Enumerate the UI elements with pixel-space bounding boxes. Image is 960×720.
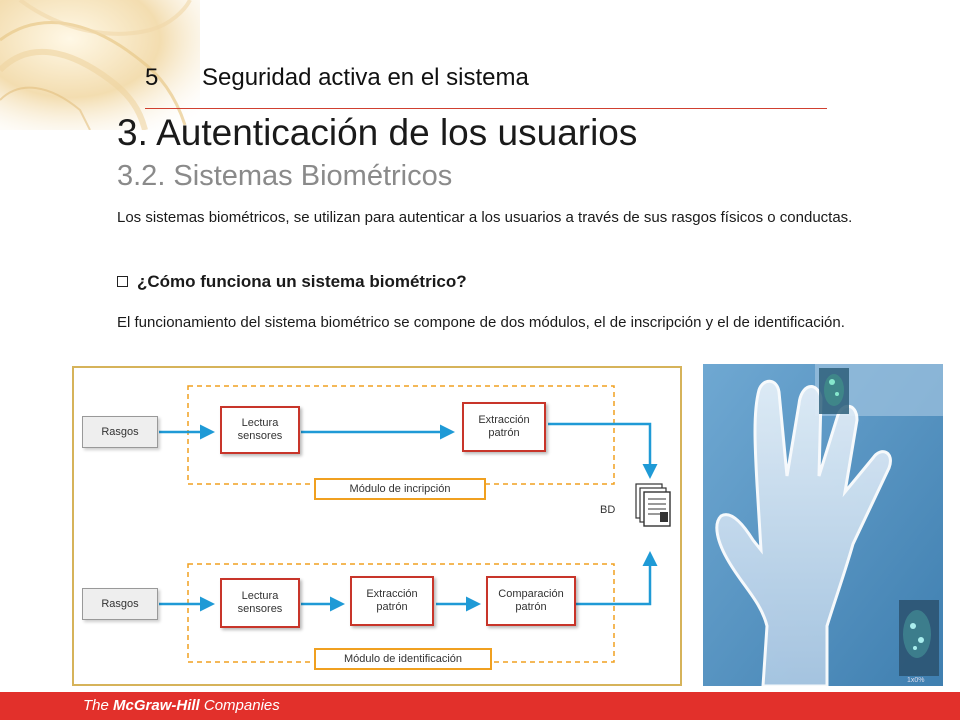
identification-step-extraccion: Extracción patrón xyxy=(350,576,434,626)
header-divider xyxy=(145,108,827,109)
logo-suffix: Companies xyxy=(199,697,280,714)
enrollment-step-lectura: Lectura sensores xyxy=(220,406,300,454)
decorative-swirl-graphic xyxy=(0,0,200,130)
logo-brand: McGraw-Hill xyxy=(113,697,200,714)
intro-paragraph: Los sistemas biométricos, se utilizan para autenticar a los usuarios a través de sus rasgos físicos o conductas. xyxy=(117,209,853,226)
question-heading xyxy=(117,270,467,293)
enrollment-module-label: Módulo de incripción xyxy=(314,478,486,500)
biometric-process-diagram xyxy=(72,366,682,686)
identification-step-comparacion: Comparación patrón xyxy=(486,576,576,626)
slide-title: 3. Autenticación de los usuarios xyxy=(117,112,638,153)
logo-the: The xyxy=(83,697,114,714)
photo-caption: 1x0% xyxy=(907,677,925,684)
identification-input-rasgos: Rasgos xyxy=(82,588,158,620)
database-label: BD xyxy=(600,504,616,516)
description-paragraph: El funcionamiento del sistema biométrico se compone de dos módulos, el de inscripción y el de identificación. xyxy=(117,314,845,331)
biometric-hand-scan-image xyxy=(703,364,943,686)
enrollment-step-extraccion: Extracción patrón xyxy=(462,402,546,452)
question-text: ¿Cómo funciona un sistema biométrico? xyxy=(137,272,467,291)
chapter-number: 5 xyxy=(145,64,159,91)
checkbox-bullet-icon xyxy=(117,276,128,287)
chapter-title: Seguridad activa en el sistema xyxy=(202,64,529,91)
identification-module-label: Módulo de identificación xyxy=(314,648,492,670)
arrow-extraccion-to-bd xyxy=(548,424,650,476)
slide-subtitle: 3.2. Sistemas Biométricos xyxy=(117,160,453,192)
diagram-connectors xyxy=(74,368,680,684)
enrollment-input-rasgos: Rasgos xyxy=(82,416,158,448)
database-documents-icon xyxy=(636,484,670,526)
mcgraw-hill-logo xyxy=(83,697,280,714)
arrow-comparacion-to-bd xyxy=(576,554,650,604)
identification-step-lectura: Lectura sensores xyxy=(220,578,300,628)
